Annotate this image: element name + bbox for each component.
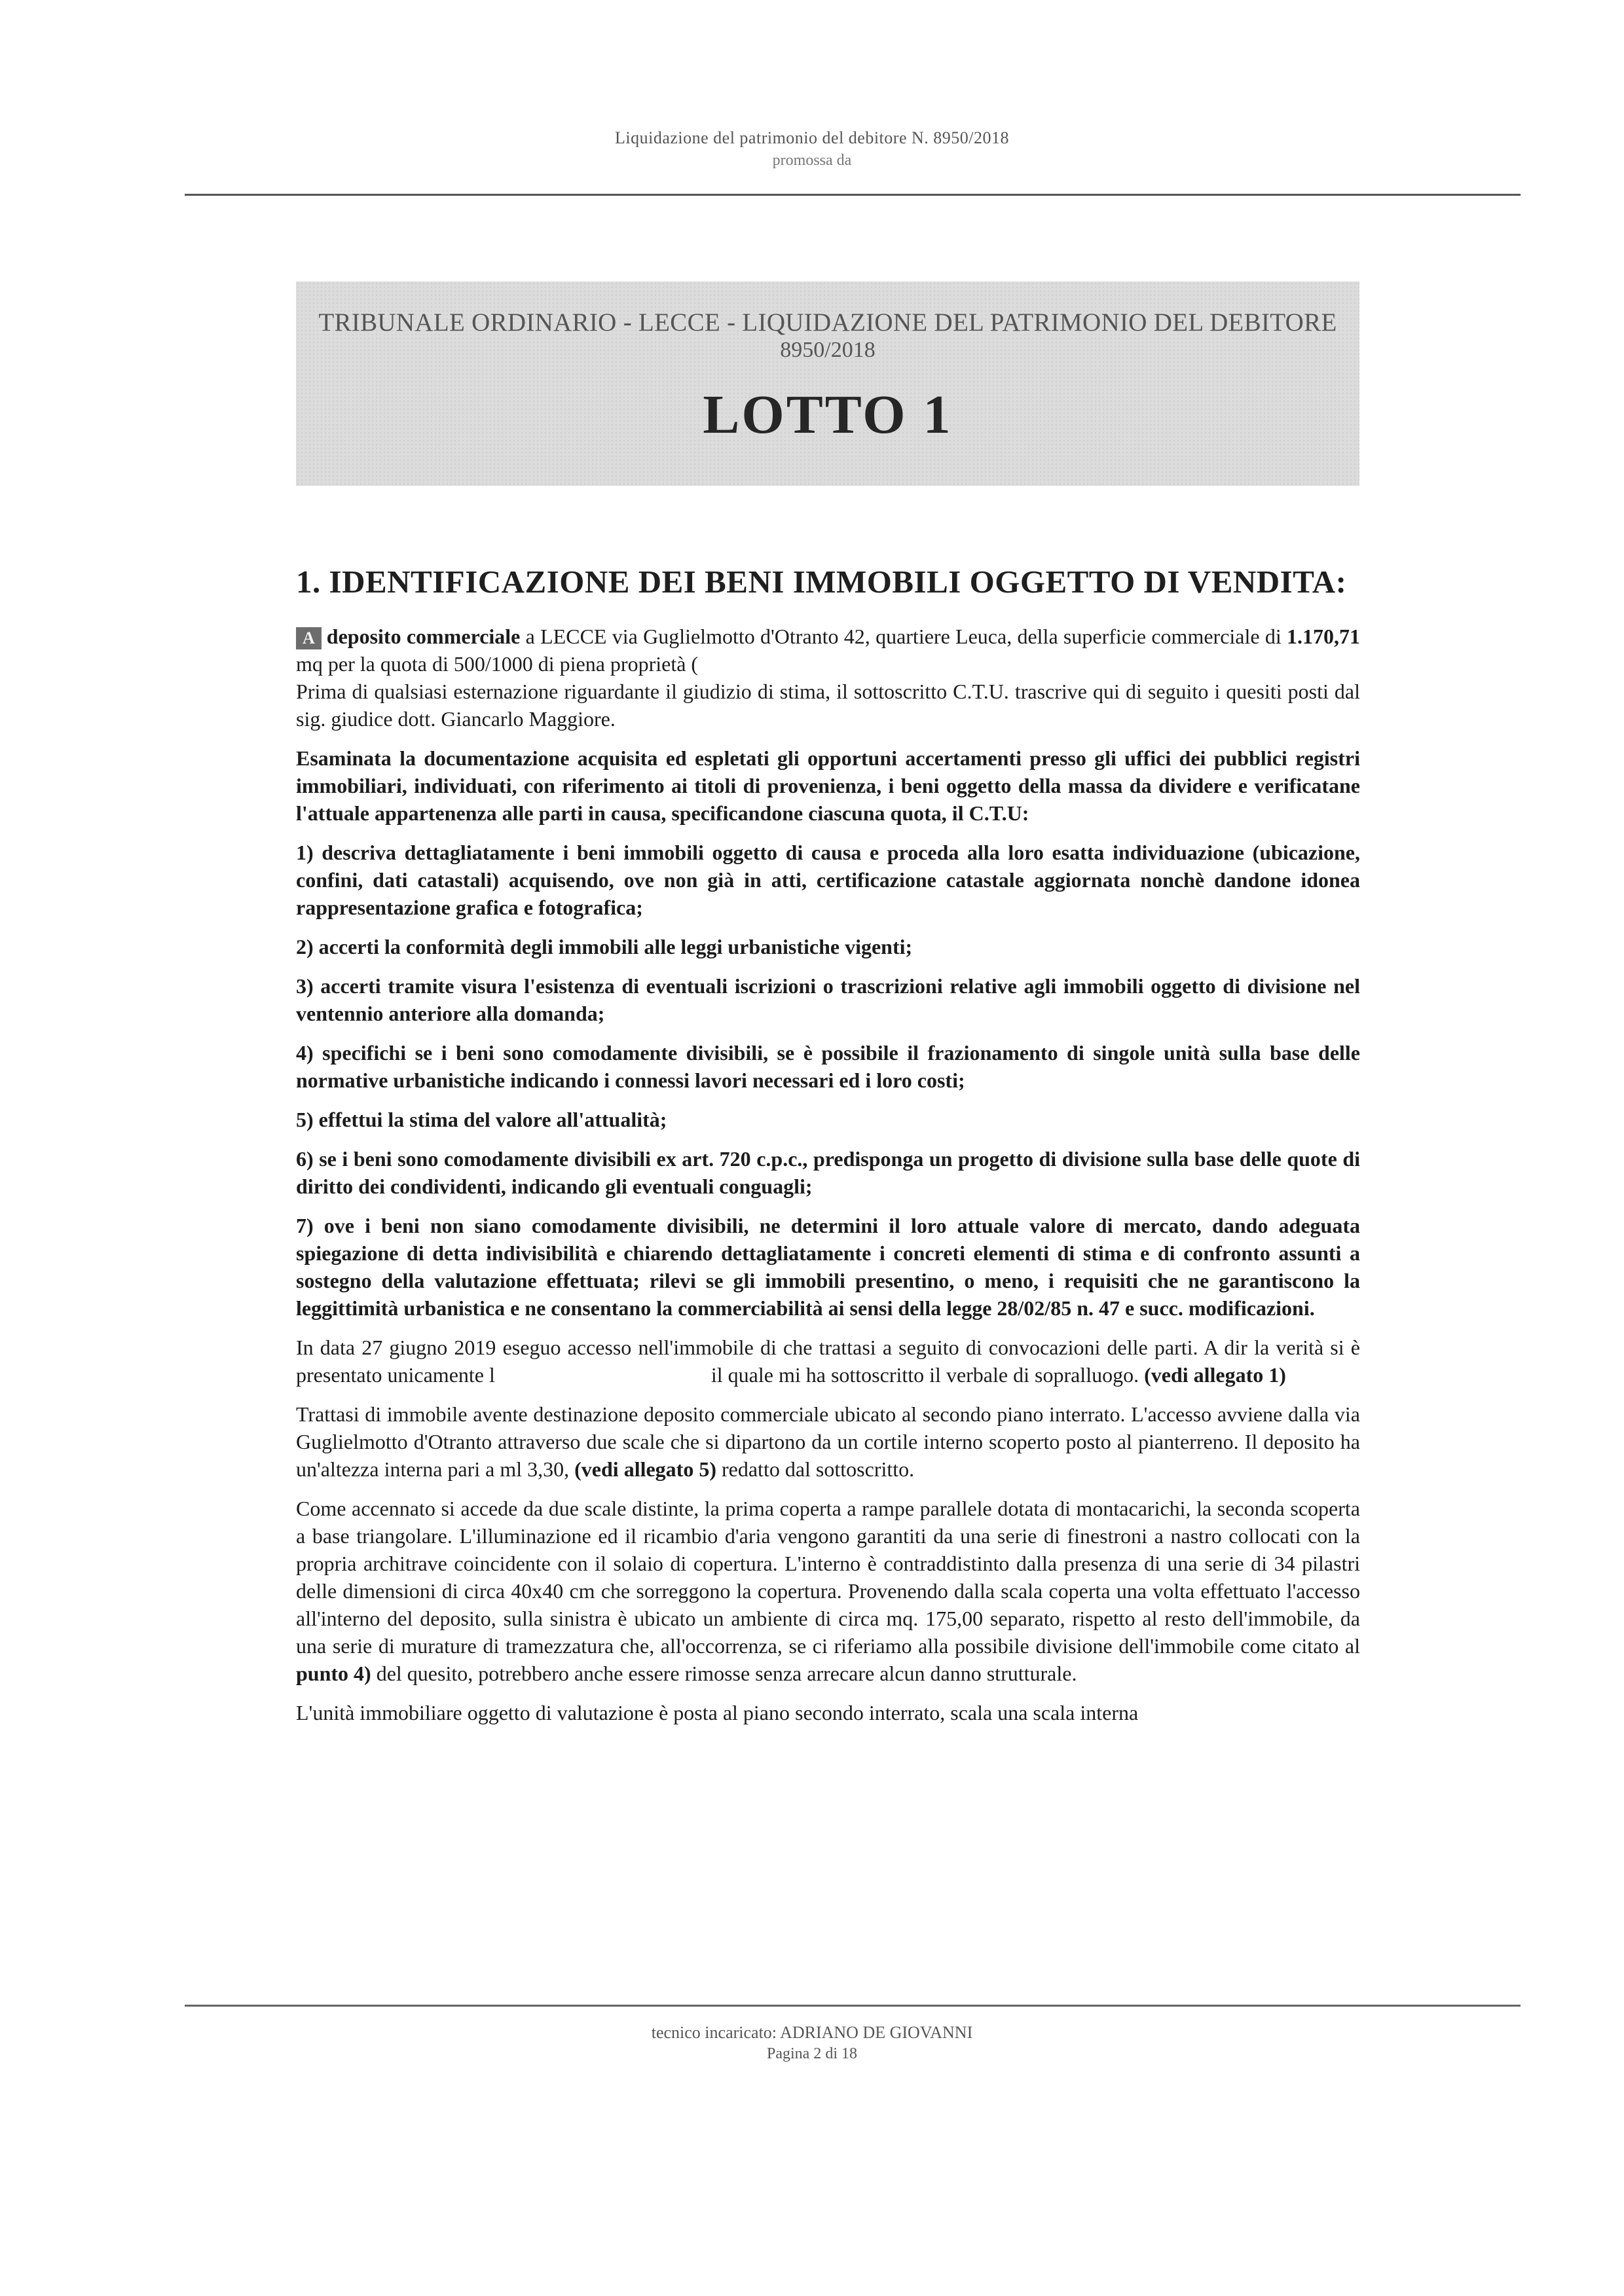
unit-paragraph: L'unità immobiliare oggetto di valutazione è posta al piano secondo interrato, scala una scala interna [296, 1701, 1139, 1724]
punto-4-ref: punto 4) [296, 1662, 371, 1685]
question-item: 5) effettui la stima del valore all'attualità; [296, 1108, 667, 1131]
intro-text-3: Prima di qualsiasi esternazione riguardante il giudizio di stima, il sottoscritto C.T.U. trascrive qui di seguito i quesiti posti dal sig. giudice dott. Giancarlo Maggiore. [296, 680, 1360, 731]
description-text-2: redatto dal sottoscritto. [716, 1457, 915, 1481]
header-rule [185, 194, 1521, 196]
section-title: 1. IDENTIFICAZIONE DEI BENI IMMOBILI OGGETTO DI VENDITA: [296, 564, 1347, 600]
intro-text-1: a LECCE via Guglielmotto d'Otranto 42, quartiere Leuca, della superficie commerciale di [520, 625, 1287, 648]
document-body [296, 563, 1360, 1738]
page-header-subtitle: promossa da [772, 152, 852, 169]
interior-text-2: del quesito, potrebbero anche essere rimosse senza arrecare alcun danno strutturale. [371, 1662, 1077, 1685]
description-paragraph [296, 1400, 1360, 1483]
allegato-1-ref: (vedi allegato 1) [1144, 1363, 1286, 1387]
interior-paragraph [296, 1495, 1360, 1687]
intro-area: 1.170,71 [1287, 625, 1361, 648]
questions-preamble: Esaminata la documentazione acquisita ed espletati gli opportuni accertamenti presso gli uffici dei pubblici registri immobiliari, individuati, con riferimento ai titoli di provenienza, i beni oggetto della massa da dividere e verificatane l'attuale appartenenza alle parti in causa, specificandone ciascuna quota, il C.T.U: [296, 746, 1360, 825]
question-item: 2) accerti la conformità degli immobili alle leggi urbanistiche vigenti; [296, 935, 913, 958]
banner-court-line: TRIBUNALE ORDINARIO - LECCE - LIQUIDAZIONE DEL PATRIMONIO DEL DEBITORE [318, 308, 1337, 337]
question-item: 1) descriva dettagliatamente i beni immobili oggetto di causa e proceda alla loro esatta individuazione (ubicazione, confini, dati catastali) acquisendo, ove non già in atti, certificazione catastale aggiornata nonchè dandone idonea rappresentazione grafica e fotografica; [296, 841, 1360, 919]
question-item: 7) ove i beni non siano comodamente divisibili, ne determini il loro attuale valore di mercato, dando adeguata spiegazione di detta indivisibilità e chiarendo dettagliatamente i concreti elementi di stima e di confronto assunti a sostegno della valutazione effettuata; rilevi se gli immobili presentino, o meno, i requisiti che ne garantiscono la leggittimità urbanistica e ne consentano la commerciabilità ai sensi della legge 28/02/85 n. 47 e succ. modificazioni. [296, 1214, 1360, 1320]
page-header-title: Liquidazione del patrimonio del debitore N. 8950/2018 [615, 128, 1009, 147]
interior-text: Come accennato si accede da due scale distinte, la prima coperta a rampe parallele dotata di montacarichi, la seconda scoperta a base triangolare. L'illuminazione ed il ricambio d'aria vengono garantiti da una serie di finestroni a nastro collocati con la propria architrave coincidente con il solaio di copertura. L'interno è contraddistinto dalla presenza di una serie di 34 pilastri delle dimensioni di circa 40x40 cm che sorreggono la copertura. Provenendo dalla scala coperta una volta effettuato l'accesso all'interno del deposito, sulla sinistra è ubicato un ambiente di circa mq. 175,00 separato, rispetto al resto dell'immobile, da una serie di murature di tramezzatura che, all'occorrenza, se ci riferiamo alla possibile divisione dell'immobile come citato al [296, 1497, 1360, 1658]
question-item: 4) specifichi se i beni sono comodamente divisibili, se è possibile il frazionamento di singole unità sulla base delle normative urbanistiche indicando i connessi lavori necessari ed i loro costi; [296, 1041, 1360, 1092]
access-paragraph [296, 1334, 1360, 1389]
question-item: 6) se i beni sono comodamente divisibili ex art. 720 c.p.c., predisponga un progetto di divisione sulla base delle quote di diritto dei condividenti, indicando gli eventuali conguagli; [296, 1147, 1360, 1198]
access-text: In data 27 giugno 2019 eseguo accesso nell'immobile di che trattasi a seguito di convocazioni delle parti. A dir la verità si è presentato unicamente l [296, 1336, 1360, 1387]
question-item: 3) accerti tramite visura l'esistenza di eventuali iscrizioni o trascrizioni relative agli immobili oggetto di divisione nel ventennio anteriore alla domanda; [296, 974, 1360, 1025]
intro-text-2: mq per la quota di 500/1000 di piena proprietà ( [296, 652, 699, 676]
intro-lead: deposito commerciale [326, 625, 521, 648]
intro-paragraph [296, 623, 1360, 733]
footer-page-number: Pagina 2 di 18 [767, 2045, 857, 2062]
lot-badge: A [296, 627, 322, 649]
banner-case-number: 8950/2018 [780, 338, 876, 362]
banner-lot-title: LOTTO 1 [703, 384, 953, 445]
footer-rule [185, 2005, 1521, 2007]
footer-technician: tecnico incaricato: ADRIANO DE GIOVANNI [651, 2023, 973, 2042]
title-banner [296, 282, 1359, 486]
description-text: Trattasi di immobile avente destinazione deposito commerciale ubicato al secondo piano interrato. L'accesso avviene dalla via Guglielmotto d'Otranto attraverso due scale che si dipartono da un cortile interno scoperto posto al pianterreno. Il deposito ha un'altezza interna pari a ml 3,30, [296, 1402, 1360, 1481]
access-text-2: il quale mi ha sottoscritto il verbale di sopralluogo. [710, 1363, 1145, 1387]
allegato-5-ref: (vedi allegato 5) [574, 1457, 716, 1481]
